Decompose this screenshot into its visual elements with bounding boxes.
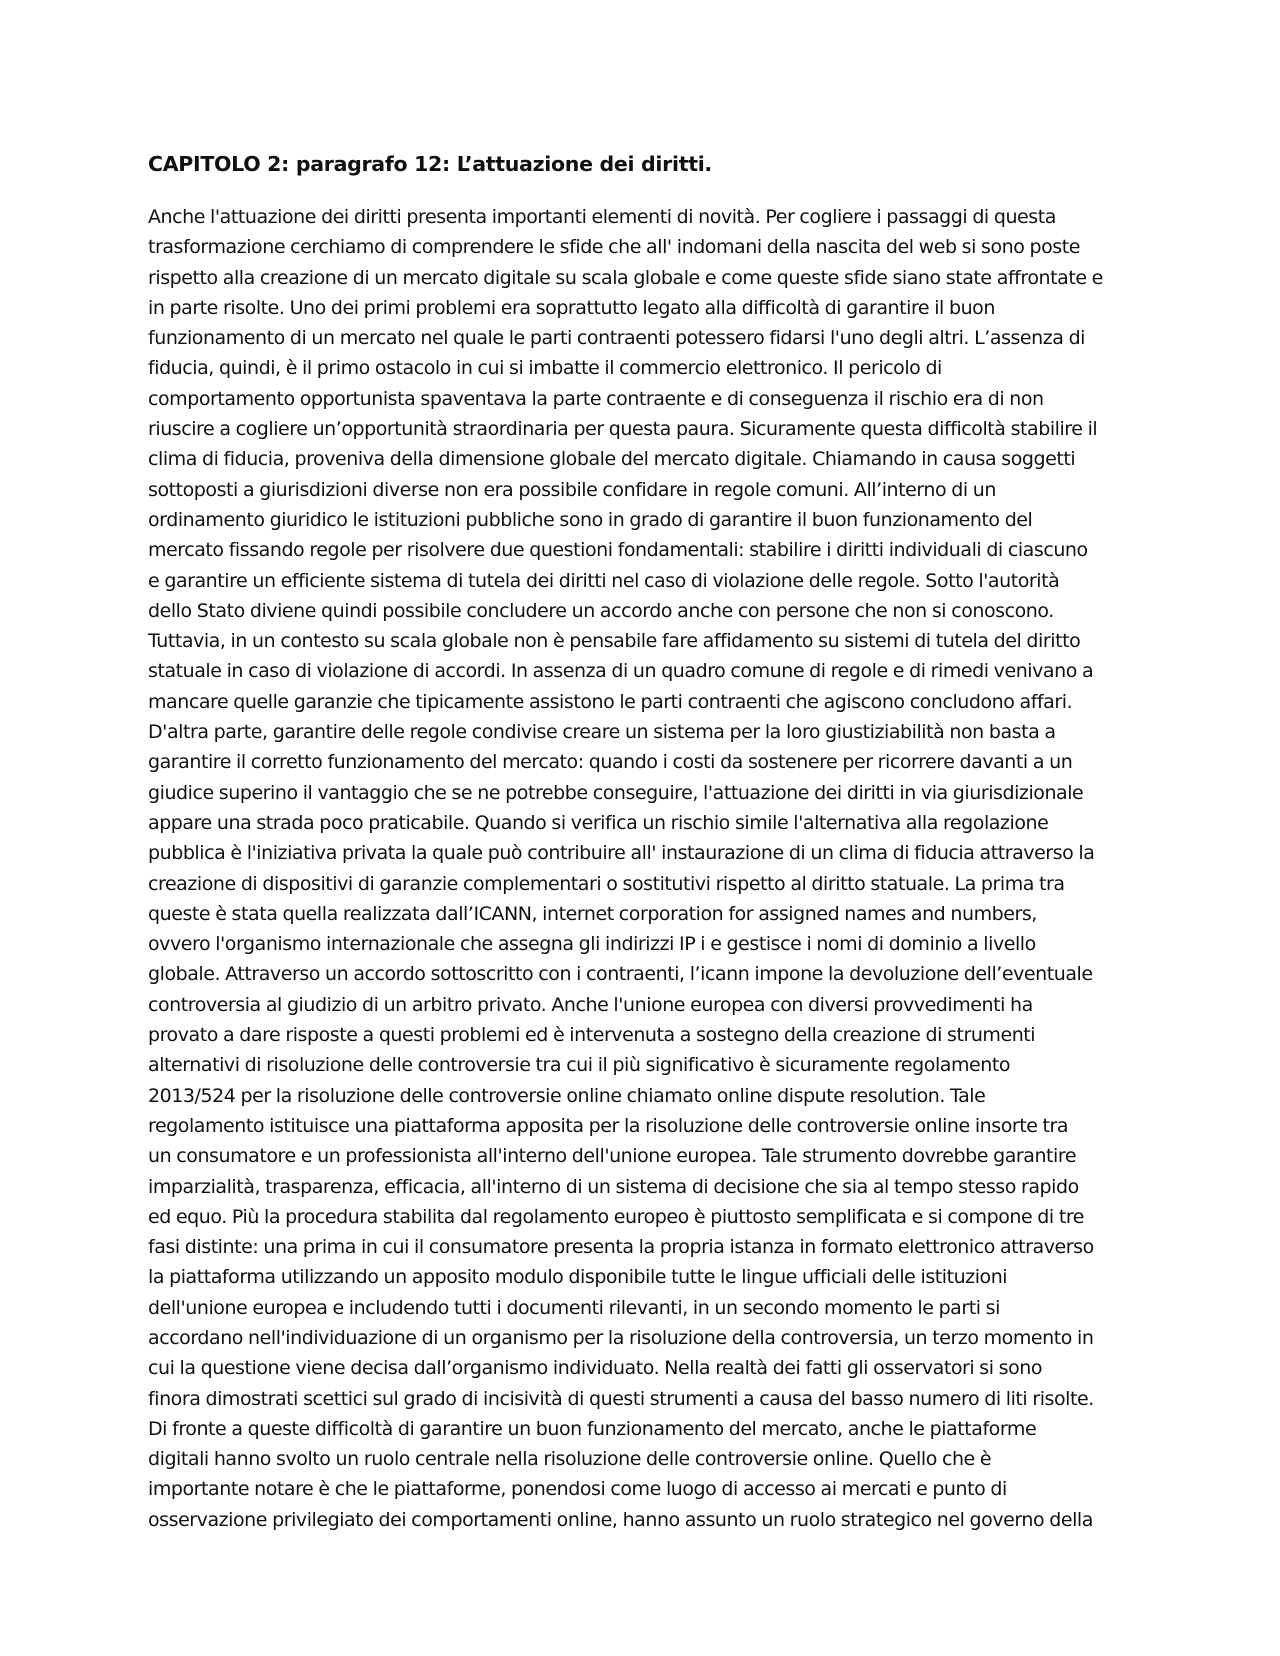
text-line: funzionamento di un mercato nel quale le parti contraenti potessero fidarsi l'uno degli altri. L’assenza di <box>148 327 1086 350</box>
text-line: pubblica è l'iniziativa privata la quale può contribuire all' instaurazione di un clima di fiducia attraverso la <box>148 842 1095 865</box>
text-line: Tuttavia, in un contesto su scala globale non è pensabile fare affidamento su sistemi di tutela del diritto <box>148 630 1081 653</box>
text-line: ordinamento giuridico le istituzioni pubbliche sono in grado di garantire il buon funzionamento del <box>148 508 1033 531</box>
text-line: dello Stato diviene quindi possibile concludere un accordo anche con persone che non si conoscono. <box>148 599 1054 622</box>
text-line: Anche l'attuazione dei diritti presenta importanti elementi di novità. Per cogliere i passaggi di questa <box>148 206 1056 228</box>
text-line: in parte risolte. Uno dei primi problemi era soprattutto legato alla difficoltà di garantire il buon <box>148 296 995 319</box>
text-line: ovvero l'organismo internazionale che assegna gli indirizzi IP i e gestisce i nomi di dominio a livello <box>148 933 1036 956</box>
text-line: statuale in caso di violazione di accordi. In assenza di un quadro comune di regole e di rimedi venivano a <box>148 660 1094 683</box>
text-line: queste è stata quella realizzata dall’ICANN, internet corporation for assigned names and numbers, <box>148 902 1037 925</box>
text-line: Di fronte a queste difficoltà di garantire un buon funzionamento del mercato, anche le piattaforme <box>148 1417 1037 1440</box>
text-line: controversia al giudizio di un arbitro privato. Anche l'unione europea con diversi provvedimenti ha <box>148 993 1033 1016</box>
text-line: comportamento opportunista spaventava la parte contraente e di conseguenza il rischio era di non <box>148 387 1044 410</box>
text-line: la piattaforma utilizzando un apposito modulo disponibile tutte le lingue ufficiali delle istituzioni <box>148 1266 1008 1289</box>
text-line: accordano nell'individuazione di un organismo per la risoluzione della controversia, un terzo momento in <box>148 1326 1094 1349</box>
text-line: dell'unione europea e includendo tutti i documenti rilevanti, in un secondo momento le parti si <box>148 1296 1000 1319</box>
text-line: giudice superino il vantaggio che se ne potrebbe conseguire, l'attuazione dei diritti in via giurisdizionale <box>148 781 1084 804</box>
text-line: fasi distinte: una prima in cui il consumatore presenta la propria istanza in formato elettronico attraverso <box>148 1236 1094 1259</box>
text-line: mancare quelle garanzie che tipicamente assistono le parti contraenti che agiscono concludono affari. <box>148 690 1073 713</box>
text-line: finora dimostrati scettici sul grado di incisività di questi strumenti a causa del basso numero di liti risolte. <box>148 1387 1094 1410</box>
text-line: sottoposti a giurisdizioni diverse non era possibile confidare in regole comuni. All’interno di un <box>148 478 996 501</box>
text-line: provato a dare risposte a questi problemi ed è intervenuta a sostegno della creazione di strumenti <box>148 1024 1036 1047</box>
text-line: globale. Attraverso un accordo sottoscritto con i contraenti, l’icann impone la devoluzione dell’eventuale <box>148 963 1093 986</box>
text-line: importante notare è che le piattaforme, ponendosi come luogo di accesso ai mercati e punto di <box>148 1478 1007 1501</box>
text-line: mercato fissando regole per risolvere due questioni fondamentali: stabilire i diritti individuali di ciascuno <box>148 539 1088 562</box>
text-line: fiducia, quindi, è il primo ostacolo in cui si imbatte il commercio elettronico. Il pericolo di <box>148 357 942 380</box>
text-line: cui la questione viene decisa dall’organismo individuato. Nella realtà dei fatti gli osservatori si sono <box>148 1357 1043 1380</box>
text-line: garantire il corretto funzionamento del mercato: quando i costi da sostenere per ricorrere davanti a un <box>148 751 1073 774</box>
text-line: un consumatore e un professionista all'interno dell'unione europea. Tale strumento dovrebbe garantire <box>148 1145 1077 1168</box>
text-line: riuscire a cogliere un’opportunità straordinaria per questa paura. Sicuramente questa difficoltà stabilire il <box>148 418 1098 441</box>
text-line: clima di fiducia, proveniva della dimensione globale del mercato digitale. Chiamando in causa soggetti <box>148 448 1076 471</box>
text-line: alternativi di risoluzione delle controversie tra cui il più significativo è sicuramente regolamento <box>148 1054 1011 1077</box>
text-line: ed equo. Più la procedura stabilita dal regolamento europeo è piuttosto semplificata e si compone di tre <box>148 1205 1085 1228</box>
text-line: D'altra parte, garantire delle regole condivise creare un sistema per la loro giustiziabilità non basta a <box>148 721 1056 744</box>
text-line: regolamento istituisce una piattaforma apposita per la risoluzione delle controversie online insorte tra <box>148 1114 1069 1137</box>
text-line: osservazione privilegiato dei comportamenti online, hanno assunto un ruolo strategico nel governo della <box>148 1508 1093 1531</box>
text-line: trasformazione cerchiamo di comprendere le sfide che all' indomani della nascita del web si sono poste <box>148 236 1080 259</box>
text-line: creazione di dispositivi di garanzie complementari o sostitutivi rispetto al diritto statuale. La prima tra <box>148 872 1065 895</box>
text-line: appare una strada poco praticabile. Quando si verifica un rischio simile l'alternativa alla regolazione <box>148 811 1049 834</box>
page-title: CAPITOLO 2: paragrafo 12: L’attuazione dei diritti. <box>148 152 712 176</box>
text-line: rispetto alla creazione di un mercato digitale su scala globale e come queste sfide siano state affrontate e <box>148 266 1103 289</box>
body-paragraph <box>148 202 1158 1535</box>
text-line: e garantire un efficiente sistema di tutela dei diritti nel caso di violazione delle regole. Sotto l'autorità <box>148 569 1060 592</box>
text-line: imparzialità, trasparenza, efficacia, all'interno di un sistema di decisione che sia al tempo stesso rapido <box>148 1175 1079 1198</box>
text-line: 2013/524 per la risoluzione delle controversie online chiamato online dispute resolution. Tale <box>148 1084 986 1107</box>
text-line: digitali hanno svolto un ruolo centrale nella risoluzione delle controversie online. Quello che è <box>148 1448 992 1471</box>
